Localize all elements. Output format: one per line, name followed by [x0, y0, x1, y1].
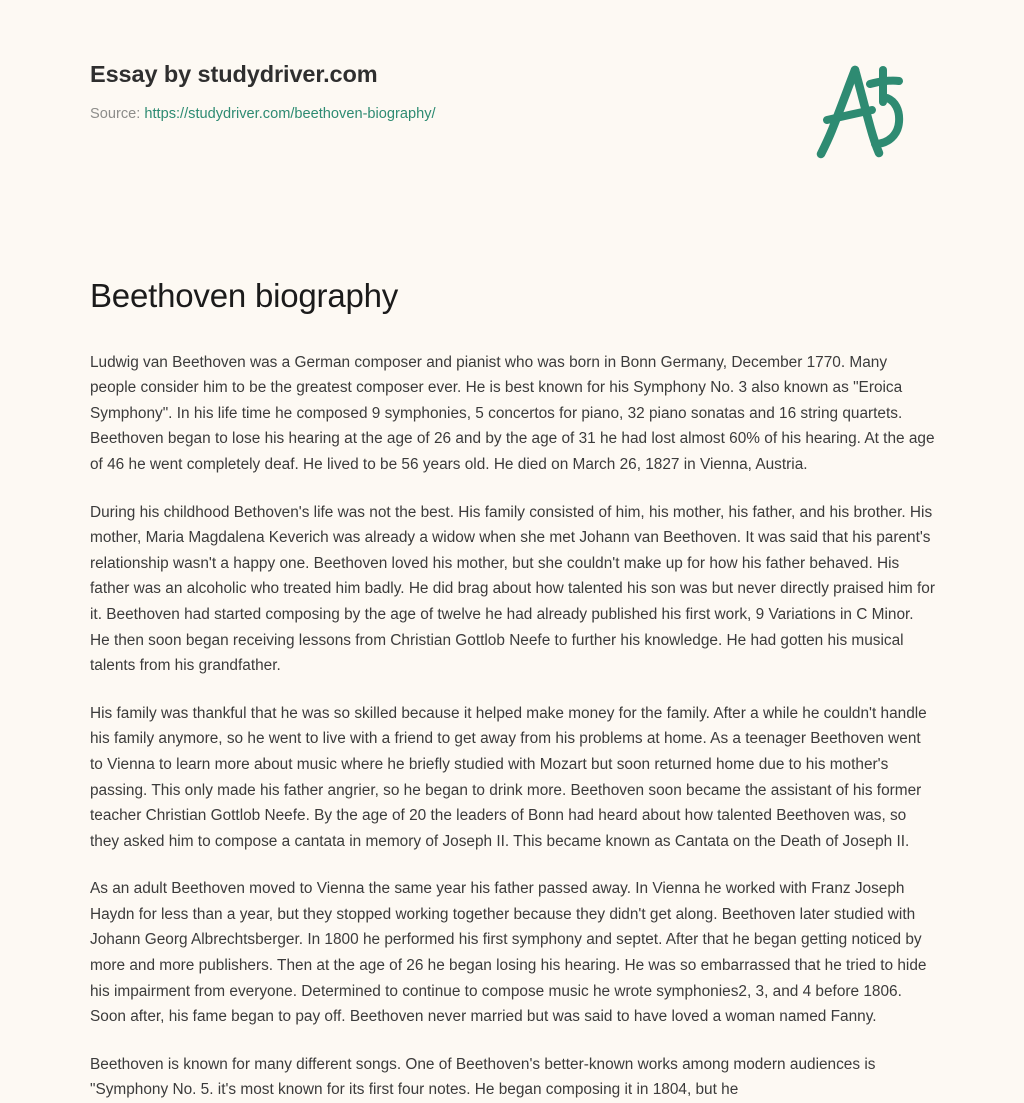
paragraph: His family was thankful that he was so skilled because it helped make money for the family. After a while he couldn't handle his family anymore, so he went to live with a friend to get away from his problems at home. As a teenager Beethoven went to Vienna to learn more about music where he briefly studied with Mozart but soon returned home due to his mother's passing. This only made his father angrier, so he began to drink more. Beethoven soon became the assistant of his former teacher Christian Gottlob Neefe. By the age of 20 the leaders of Bonn had heard about how talented Beethoven was, so they asked him to compose a cantata in memory of Joseph II. This became known as Cantata on the Death of Joseph II.: [90, 704, 927, 850]
paragraph: Ludwig van Beethoven was a German composer and pianist who was born in Bonn Germany, December 1770. Many people consider him to be the greatest composer ever. He is best known for his Symphony No. 3 also known as "Eroica Symphony". In his life time he composed 9 symphonies, 5 concertos for piano, 32 piano sonatas and 16 string quartets. Beethoven began to lose his hearing at the age of 26 and by the age of 31 he had lost almost 60% of his hearing. At the age of 46 he went completely deaf. He lived to be 56 years old. He died on March 26, 1827 in Vienna, Austria.: [90, 353, 935, 473]
document-header: [0, 0, 1024, 168]
source-line: [90, 105, 436, 124]
paragraph: Beethoven is known for many different songs. One of Beethoven's better-known works among modern audiences is "Symphony No. 5. it's most known for its first four notes. He began composing it in 1804, but he: [90, 1055, 876, 1099]
paragraph: As an adult Beethoven moved to Vienna the same year his father passed away. In Vienna he worked with Franz Joseph Haydn for less than a year, but they stopped working together because they didn't get along. Beethoven later studied with Johann Georg Albrechtsberger. In 1800 he performed his first symphony and septet. After that he began getting noticed by more and more publishers. Then at the age of 26 he began losing his hearing. He was so embarrassed that he tried to hide his impairment from everyone. Determined to continue to compose music he wrote symphonies2, 3, and 4 before 1806. Soon after, his fame began to pay off. Beethoven never married but was said to have loved a woman named Fanny.: [90, 880, 927, 1026]
studydriver-logo: [802, 58, 932, 168]
paragraph: During his childhood Bethoven's life was not the best. His family consisted of him, his mother, his father, and his brother. His mother, Maria Magdalena Keverich was already a widow when she met Johann van Beethoven. It was said that his parent's relationship wasn't a happy one. Beethoven loved his mother, but she couldn't make up for how his father behaved. His father was an alcoholic who treated him badly. He did brag about how talented his son was but never directly praised him for it. Beethoven had started composing by the age of twelve he had already published his first work, 9 Variations in C Minor. He then soon began receiving lessons from Christian Gottlob Neefe to further his knowledge. He had gotten his musical talents from his grandfather.: [90, 503, 935, 675]
source-label: Source:: [90, 106, 141, 123]
header-text-block: [90, 56, 436, 124]
a-plus-logo-icon: [802, 58, 932, 168]
essay-byline: Essay by studydriver.com: [90, 61, 378, 87]
page-title: Beethoven biography: [90, 277, 399, 314]
source-url-link[interactable]: https://studydriver.com/beethoven-biography/: [144, 106, 436, 123]
article-body: [0, 316, 1024, 1103]
